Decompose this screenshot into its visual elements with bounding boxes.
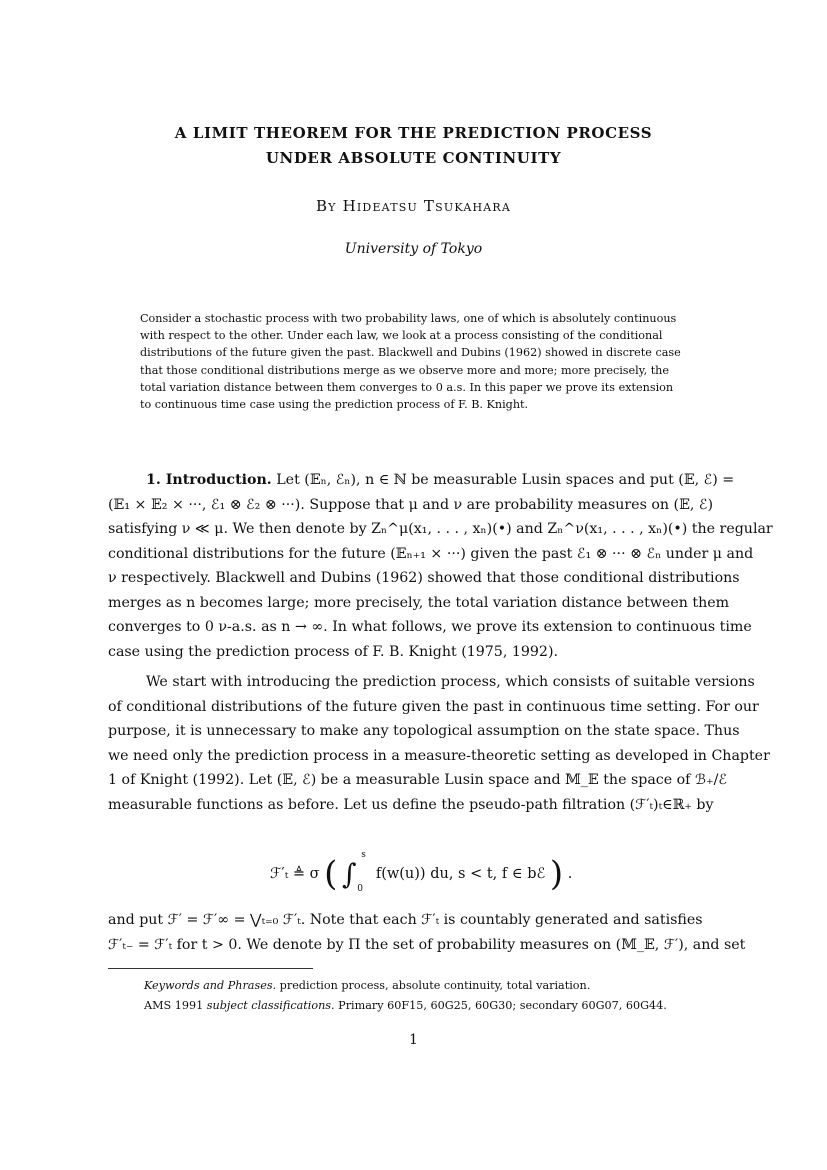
equation-body — [270, 850, 573, 894]
body-line: of conditional distributions of the future given the past in continuous time setting. For our — [108, 698, 759, 715]
introduction-paragraph — [108, 468, 773, 664]
integral-limits — [357, 850, 371, 894]
title-line-2: UNDER ABSOLUTE CONTINUITY — [265, 149, 562, 167]
abstract-line: Consider a stochastic process with two probability laws, one of which is absolutely continuous — [140, 312, 677, 325]
abstract-line: distributions of the future given the past. Blackwell and Dubins (1962) showed in discrete case — [140, 346, 681, 360]
body-line: purpose, it is unnecessary to make any topological assumption on the state space. Thus — [108, 723, 740, 739]
body-line: measurable functions as before. Let us define the pseudo-path filtration (ℱ′ₜ)ₜ∈ℝ₊ by — [108, 796, 714, 813]
abstract-line: that those conditional distributions merge as we observe more and more; more precisely, the — [140, 363, 670, 377]
right-paren: ) — [549, 854, 564, 894]
body-line: satisfying ν ≪ μ. We then denote by Zₙ^μ(x₁, . . . , xₙ)(•) and Zₙ^ν(x₁, . . . , xₙ)(•) the regular — [108, 521, 773, 537]
footnote-rule — [108, 968, 313, 969]
body-line-text: Let (𝔼ₙ, ℰₙ), n ∈ ℕ be measurable Lusin spaces and put (𝔼, ℰ) = — [276, 472, 735, 488]
left-paren: ( — [324, 854, 338, 894]
integral-lower-limit: 0 — [357, 884, 363, 894]
body-line: we need only the prediction process in a measure-theoretic setting as developed in Chapter — [108, 747, 770, 764]
author-name: By Hideatsu Tsukahara — [315, 197, 512, 215]
author-affiliation: University of Tokyo — [344, 241, 483, 257]
footnote-ams-text: Primary 60F15, 60G25, 60G30; secondary 60G07, 60G44. — [334, 999, 667, 1012]
display-equation — [0, 840, 827, 894]
prediction-process-paragraph — [108, 670, 770, 817]
body-line: and put ℱ′ = ℱ′∞ = ⋁ₜ₌₀ ℱ′ₜ. Note that each ℱ′ₜ is countably generated and satisfies — [108, 912, 703, 928]
body-line: We start with introducing the prediction process, which consists of suitable versions — [146, 674, 755, 690]
filtration-paragraph — [108, 908, 763, 957]
body-line: case using the prediction process of F. B. Knight (1975, 1992). — [108, 643, 559, 660]
footnote-keywords-text: prediction process, absolute continuity, total variation. — [276, 979, 591, 992]
equation-lhs: ℱ′ₜ ≜ σ — [270, 866, 320, 882]
body-line: ℱ′ₜ₋ = ℱ′ₜ for t > 0. We denote by Π the set of probability measures on (𝕄_𝔼, ℱ′), and set — [108, 936, 746, 953]
abstract — [140, 310, 730, 413]
body-line: conditional distributions for the future (𝔼ₙ₊₁ × ···) given the past ℰ₁ ⊗ ··· ⊗ ℰₙ under μ and — [108, 545, 754, 562]
equation-trailing: . — [567, 866, 573, 882]
body-line: 1 of Knight (1992). Let (𝔼, ℰ) be a measurable Lusin space and 𝕄_𝔼 the space of ℬ₊/ℰ — [108, 772, 727, 788]
body-line: ν respectively. Blackwell and Dubins (1962) showed that those conditional distributions — [108, 570, 740, 586]
body-line: (𝔼₁ × 𝔼₂ × ···, ℰ₁ ⊗ ℰ₂ ⊗ ···). Suppose that μ and ν are probability measures on (𝔼, ℰ) — [108, 496, 714, 513]
section-heading: 1. Introduction. — [146, 472, 272, 488]
abstract-line: total variation distance between them converges to 0 a.s. In this paper we prove its extension — [140, 380, 674, 394]
footnotes — [144, 976, 667, 1016]
equation-integrand: f(w(u)) du, s < t, f ∈ bℰ — [375, 866, 546, 882]
title-line-1: A LIMIT THEOREM FOR THE PREDICTION PROCESS — [174, 124, 653, 142]
footnote-keywords-label: Keywords and Phrases. — [144, 979, 277, 992]
integral-upper-limit: s — [361, 850, 366, 860]
footnote-keywords — [144, 976, 667, 996]
body-line: merges as n becomes large; more precisely, the total variation distance between them — [108, 594, 730, 611]
footnote-ams-prefix: AMS 1991 — [144, 999, 207, 1012]
body-line — [108, 468, 763, 493]
abstract-line: with respect to the other. Under each law, we look at a process consisting of the conditional — [140, 329, 663, 343]
abstract-line: to continuous time case using the prediction process of F. B. Knight. — [140, 398, 529, 412]
footnote-ams — [144, 996, 667, 1016]
body-line: converges to 0 ν-a.s. as n → ∞. In what follows, we prove its extension to continuous time — [108, 619, 752, 635]
footnote-ams-label: subject classifications. — [206, 999, 335, 1012]
page-number: 1 — [409, 1032, 418, 1048]
integral-sign: ∫ — [342, 857, 357, 891]
